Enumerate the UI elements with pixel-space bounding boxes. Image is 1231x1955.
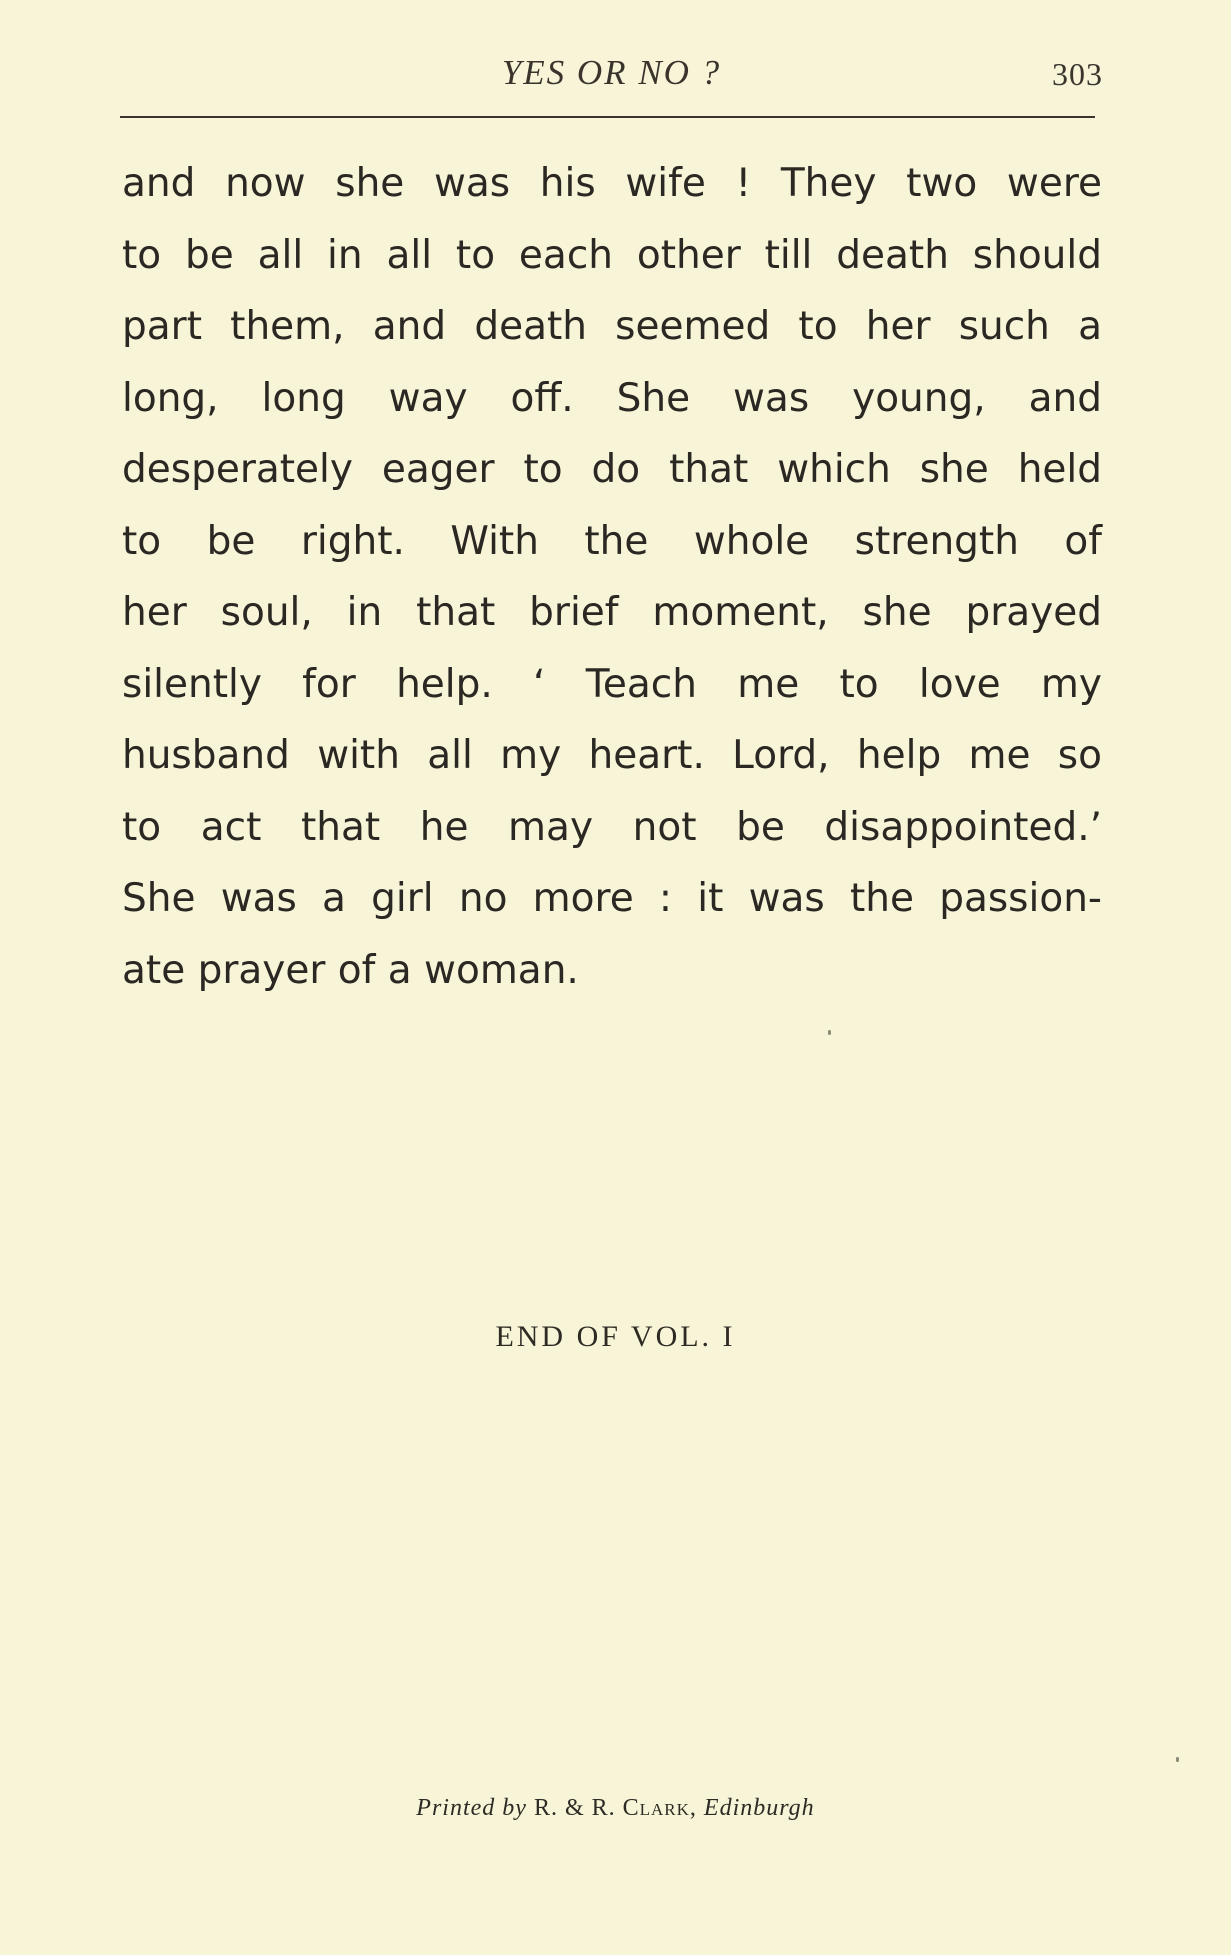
text-line: to act that he may not be disappointed.’ [122,804,1102,850]
imprint-printed-by: Printed by [416,1795,527,1821]
text-line: to be all in all to each other till death should [122,232,1102,278]
printer-imprint [0,1795,1231,1822]
end-of-volume: END OF VOL. I [495,1320,736,1353]
text-line: desperately eager to do that which she held [122,447,1102,492]
text-line: She was a girl no more : it was the passion- [122,876,1102,921]
page-number: 303 [1052,56,1103,92]
text-line: long, long way off. She was young, and [122,375,1102,421]
running-head [120,48,1103,98]
text-line: her soul, in that brief moment, she prayed [122,590,1102,635]
running-title: YES OR NO ? [501,53,722,92]
text-line: and now she was his wife ! They two were [122,161,1102,206]
header-rule [120,116,1095,118]
text-line: ate prayer of a woman. [122,947,579,993]
imprint-printer: R. & R. Clark, [533,1795,697,1821]
paper-speck [828,1030,831,1035]
text-line: part them, and death seemed to her such a [122,304,1102,349]
body-text [122,148,1102,1006]
imprint-place: Edinburgh [703,1795,815,1821]
text-line: silently for help. ‘ Teach me to love my [122,661,1102,707]
text-line: husband with all my heart. Lord, help me so [122,733,1102,778]
text-line: to be right. With the whole strength of [122,518,1102,564]
paper-speck [1176,1757,1179,1762]
